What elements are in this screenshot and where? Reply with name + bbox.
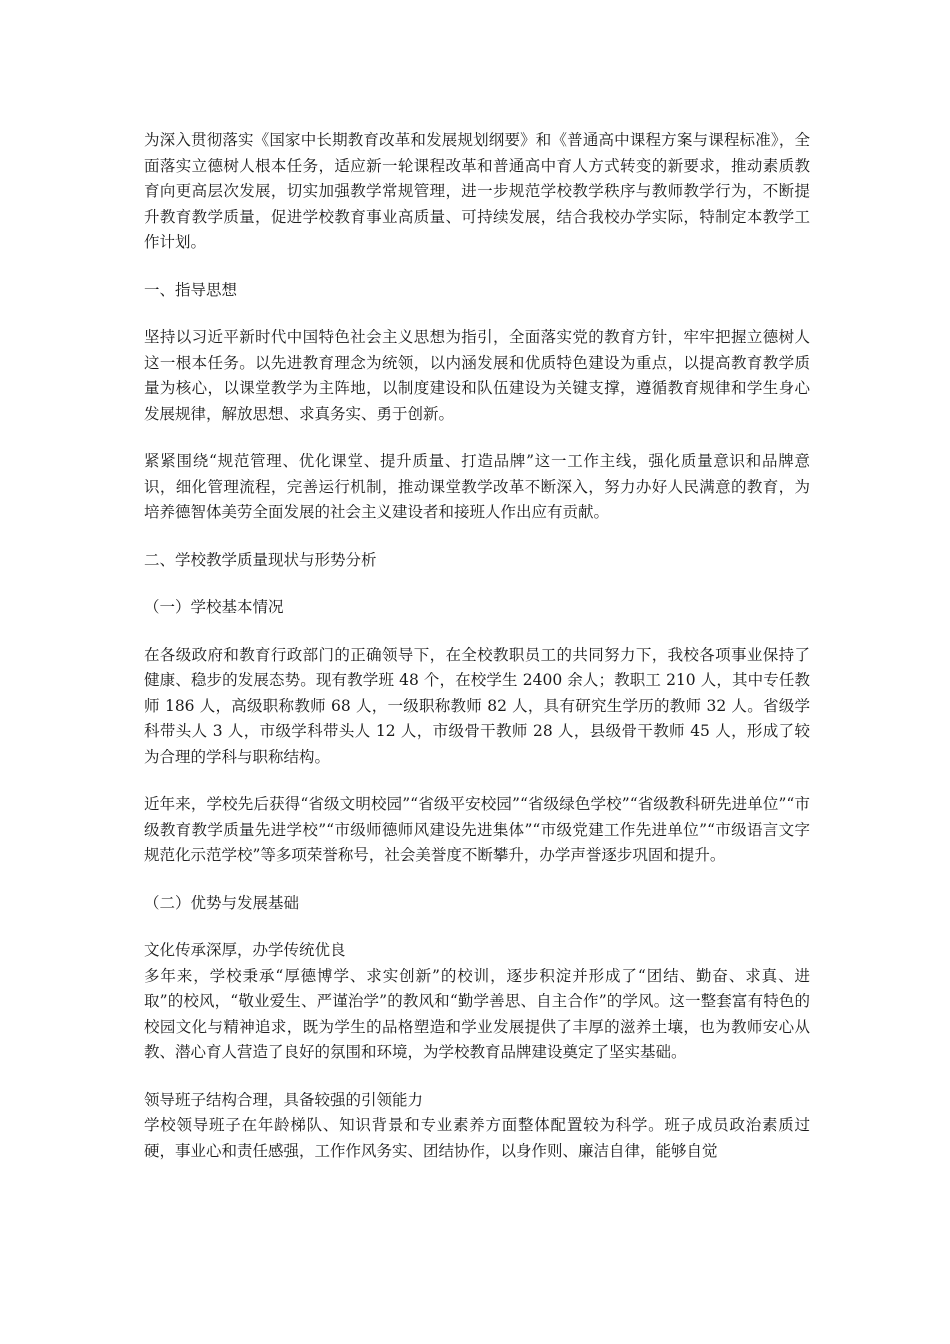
section-heading-guiding-ideology: 一、指导思想 <box>144 280 238 299</box>
guiding-ideology-paragraph-2: 紧紧围绕“规范管理、优化课堂、提升质量、打造品牌”这一工作主线，强化质量意识和品牌意识，细化管理流程，完善运行机制，推动课堂教学改革不断深入，努力办好人民满意的教育，为培养德智体美劳全面发展的社会主义建设者和接班人作出应有贡献。 <box>144 452 810 521</box>
intro-paragraph: 为深入贯彻落实《国家中长期教育改革和发展规划纲要》和《普通高中课程方案与课程标准》，全面落实立德树人根本任务，适应新一轮课程改革和普通高中育人方式转变的新要求，推动素质教育向更高层次发展，切实加强教学常规管理，进一步规范学校教学秩序与教师教学行为，不断提升教育教学质量，促进学校教育事业高质量、可持续发展，结合我校办学实际，特制定本教学工作计划。 <box>144 131 810 251</box>
point-body-leadership: 学校领导班子在年龄梯队、知识背景和专业素养方面整体配置较为科学。班子成员政治素质过硬，事业心和责任感强，工作作风务实、团结协作，以身作则、廉洁自律，能够自觉 <box>144 1116 810 1160</box>
point-title-leadership: 领导班子结构合理，具备较强的引领能力 <box>144 1090 424 1109</box>
point-title-culture: 文化传承深厚，办学传统优良 <box>144 941 346 959</box>
document-page <box>144 128 810 1164</box>
basic-info-paragraph-1: 在各级政府和教育行政部门的正确领导下，在全校教职员工的共同努力下，我校各项事业保持了健康、稳步的发展态势。现有教学班 48 个，在校学生 2400 余人；教职工 210 人，其中专任教师 186 人，高级职称教师 68 人，一级职称教师 82 人，具有研究生学历的教师 32 人。省级学科带头人 3 人，市级学科带头人 12 人，市级骨干教师 28 人，县级骨干教师 45 人，形成了较为合理的学科与职称结构。 <box>144 645 810 766</box>
section-heading-quality-analysis: 二、学校教学质量现状与形势分析 <box>144 550 377 569</box>
guiding-ideology-paragraph-1: 坚持以习近平新时代中国特色社会主义思想为指引，全面落实党的教育方针，牢牢把握立德树人这一根本任务。以先进教育理念为统领，以内涵发展和优质特色建设为重点，以提高教育教学质量为核心，以课堂教学为主阵地，以制度建设和队伍建设为关键支撑，遵循教育规律和学生身心发展规律，解放思想、求真务实、勇于创新。 <box>144 328 810 423</box>
point-body-culture: 多年来，学校秉承“厚德博学、求实创新”的校训，逐步积淀并形成了“团结、勤奋、求真、进取”的校风，“敬业爱生、严谨治学”的教风和“勤学善思、自主合作”的学风。这一整套富有特色的校园文化与精神追求，既为学生的品格塑造和学业发展提供了丰厚的滋养土壤，也为教师安心从教、潜心育人营造了良好的氛围和环境，为学校教育品牌建设奠定了坚实基础。 <box>144 966 810 1061</box>
basic-info-paragraph-2: 近年来，学校先后获得“省级文明校园”“省级平安校园”“省级绿色学校”“省级教科研先进单位”“市级教育教学质量先进学校”“市级师德师风建设先进集体”“市级党建工作先进单位”“市级语言文字规范化示范学校”等多项荣誉称号，社会美誉度不断攀升，办学声誉逐步巩固和提升。 <box>144 795 810 864</box>
subsection-heading-basic-info: （一）学校基本情况 <box>144 598 284 616</box>
subsection-heading-advantages: （二）优势与发展基础 <box>144 893 300 912</box>
